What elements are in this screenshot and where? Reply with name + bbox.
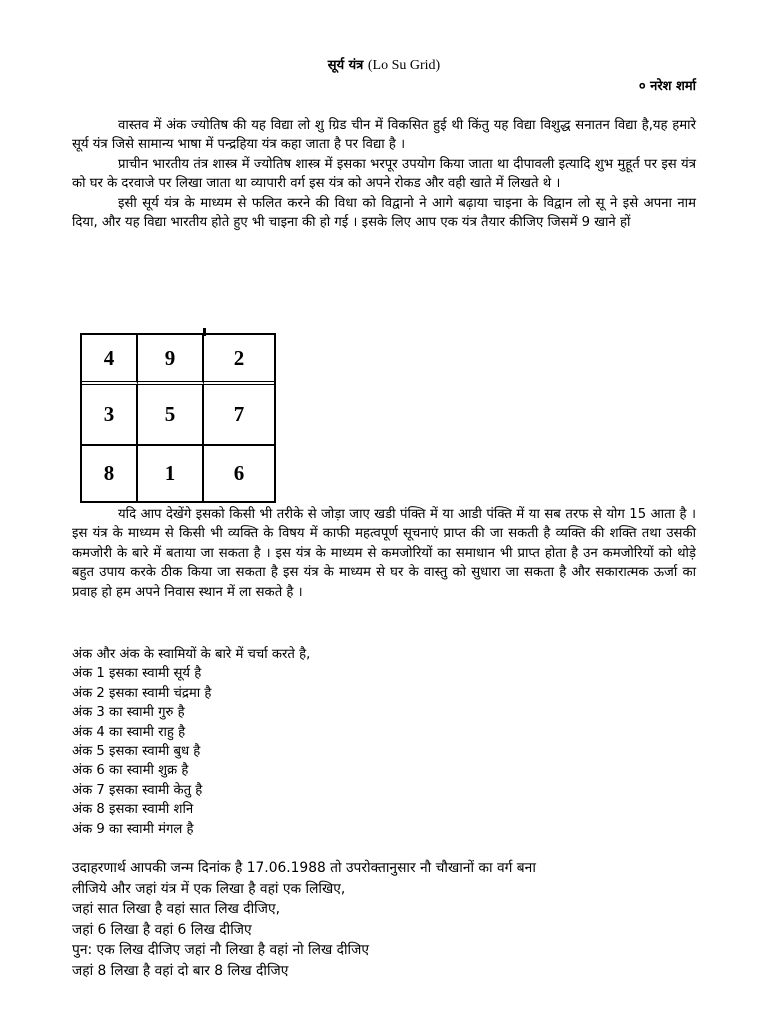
list-item: अंक 2 इसका स्वामी चंद्रमा है	[72, 685, 212, 701]
grid-cell: 6	[233, 461, 245, 485]
lo-shu-grid	[80, 333, 276, 503]
grid-cell: 3	[82, 385, 138, 446]
grid-cell: 2	[204, 335, 274, 385]
list-item: अंक 3 का स्वामी गुरु है	[72, 705, 185, 721]
grid-cell: 1	[138, 446, 204, 501]
list-item: अंक 9 का स्वामी मंगल है	[72, 821, 194, 837]
intro-paragraph: वास्तव में अंक ज्योतिष की यह विद्या लो शु ग्रिड चीन में विकसित हुई थी किंतु यह विद्या विशुद्ध सनातन विद्या है,यह हमारे सूर्य यंत्र जिसे सामान्य भाषा में पन्द्रहिया यंत्र कहा जाता है पर विद्या है ।	[72, 118, 696, 153]
intro-paragraph: प्राचीन भारतीय तंत्र शास्त्र में ज्योतिष शास्त्र में इसका भरपूर उपयोग किया जाता था दीपावली इत्यादि शुभ मुहूर्त पर इस यंत्र को घर के दरवाजे पर लिखा जाता था व्यापारी वर्ग इस यंत्र को अपने रोकड और वही खाते में लिखते थे ।	[72, 156, 696, 192]
example-line: पुन: एक लिख दीजिए जहां नौ लिखा है वहां नो लिख दीजिए	[72, 942, 369, 958]
example-line: जहां 6 लिखा है वहां 6 लिख दीजिए	[72, 921, 252, 938]
after-grid-paragraph: यदि आप देखेंगे इसको किसी भी तरीके से जोड़ा जाए खडी पंक्ति में या आडी पंक्ति में या सब तरफ से योग 15 आता है । इस यंत्र के माध्यम से किसी भी व्यक्ति के विषय में काफी महत्वपूर्ण सूचनाएं प्राप्त की जा सकती है व्यक्ति की शक्ति तथा उसकी कमजोरी के बारे में बताया जा सकता है । इस यंत्र के माध्यम से कमजोरियों का समाधान भी प्राप्त होता है उन कमजोरियों को थोड़े बहुत उपाय करके ठीक किया जा सकता है इस यंत्र के माध्यम से घर के वास्तु को सुधारा जा सकता है और सकारात्मक ऊर्जा का प्रवाह हो हम अपने निवास स्थान में ला सकते है ।	[72, 507, 696, 600]
author-name: ० नरेश शर्मा	[638, 79, 696, 94]
rulers-list	[72, 645, 702, 839]
grid-cell: 8	[82, 446, 138, 501]
page-title	[0, 55, 768, 74]
list-item: अंक 1 इसका स्वामी सूर्य है	[72, 666, 202, 682]
grid-cell: 9	[138, 335, 204, 385]
list-item: अंक 8 इसका स्वामी शनि	[72, 802, 194, 818]
grid-cell: 5	[138, 385, 204, 446]
example-line: उदाहरणार्थ आपकी जन्म दिनांक है 17.06.1988 तो उपरोक्तानुसार नौ चौखानों का वर्ग बना	[72, 860, 536, 876]
rulers-intro: अंक और अंक के स्वामियों के बारे में चर्चा करते है,	[72, 647, 311, 662]
grid-cell: 7	[204, 385, 274, 446]
example-section	[72, 858, 696, 981]
list-item: अंक 7 इसका स्वामी केतु है	[72, 782, 203, 798]
list-item: अंक 5 इसका स्वामी बुध है	[72, 744, 201, 760]
example-line: लीजिये और जहां यंत्र में एक लिखा है वहां एक लिखिए,	[72, 880, 346, 897]
intro-section	[72, 116, 696, 232]
example-line: जहां सात लिखा है वहां सात लिख दीजिए,	[72, 901, 280, 917]
list-item: अंक 4 का स्वामी राहु है	[72, 724, 186, 740]
title-english: (Lo Su Grid)	[367, 58, 441, 73]
grid-cell: 4	[82, 335, 138, 385]
list-item: अंक 6 का स्वामी शुक्र है	[72, 763, 189, 779]
intro-paragraph: इसी सूर्य यंत्र के माध्यम से फलित करने की विधा को विद्वानो ने आगे बढ़ाया चाइना के विद्वान लो सू ने इसे अपना नाम दिया, और यह विद्या भारतीय होते हुए भी चाइना की हो गई । इसके लिए आप एक यंत्र तैयार कीजिए जिसमें 9 खाने हों	[72, 195, 696, 231]
example-line: जहां 8 लिखा है वहां दो बार 8 लिख दीजिए	[72, 962, 289, 979]
after-grid-section	[72, 505, 696, 602]
title-hindi: सूर्य यंत्र	[327, 58, 364, 73]
